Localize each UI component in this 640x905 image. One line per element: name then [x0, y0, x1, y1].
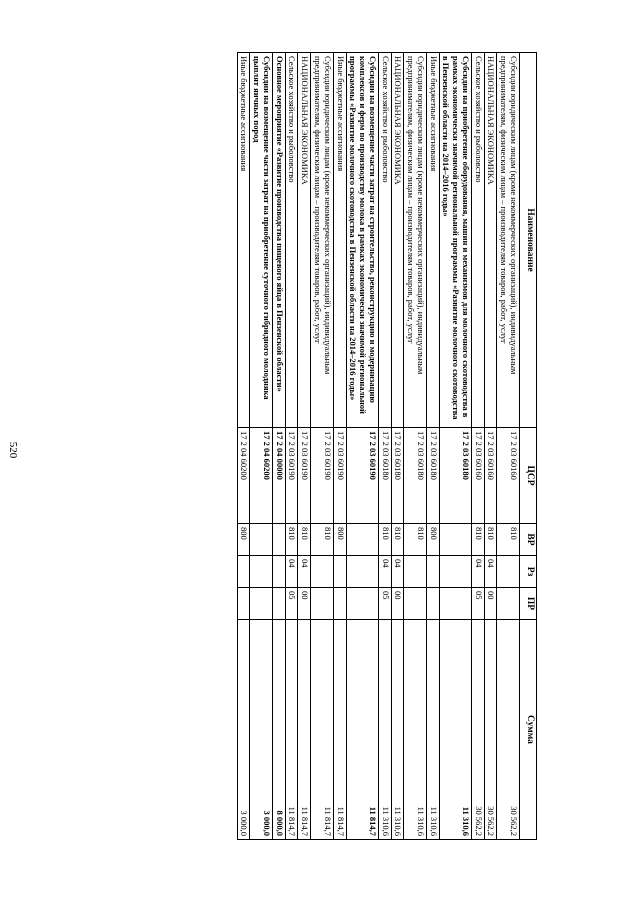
cell-sum: 11 814,7	[333, 620, 346, 840]
header-pr: ПР	[520, 588, 537, 620]
cell-pr: 05	[378, 588, 391, 620]
cell-rz	[272, 556, 285, 588]
cell-vr: 810	[378, 524, 391, 556]
cell-csr: 17 2 03 60180	[439, 428, 471, 524]
cell-name: Иные бюджетные ассигнования	[237, 53, 250, 428]
cell-pr	[272, 588, 285, 620]
cell-name: Субсидии на возмещение части затрат на строительство, реконструкцию и модернизацию комплексов и ферм по производству молока в рамках экономически значимой региональной программы «Развитие молочного скотоводства в Пензенской области на 2014–2016 годы»	[346, 53, 378, 428]
cell-rz: 04	[484, 556, 497, 588]
cell-vr: 810	[285, 524, 298, 556]
cell-csr: 17 2 04 60200	[250, 428, 273, 524]
cell-rz	[426, 556, 439, 588]
table-row	[426, 53, 439, 840]
header-csr: ЦСР	[520, 428, 537, 524]
cell-vr: 800	[237, 524, 250, 556]
cell-vr: 810	[311, 524, 334, 556]
cell-sum: 3 000,0	[237, 620, 250, 840]
cell-sum: 11 310,6	[426, 620, 439, 840]
cell-pr: 00	[484, 588, 497, 620]
cell-sum: 11 814,7	[298, 620, 311, 840]
cell-sum: 11 814,7	[285, 620, 298, 840]
table-row	[484, 53, 497, 840]
cell-csr: 17 2 03 60180	[378, 428, 391, 524]
cell-name: Сельское хозяйство и рыболовство	[285, 53, 298, 428]
cell-rz	[311, 556, 334, 588]
cell-rz	[333, 556, 346, 588]
header-sum: Сумма	[520, 620, 537, 840]
cell-vr: 800	[333, 524, 346, 556]
cell-rz: 04	[285, 556, 298, 588]
cell-pr: 05	[285, 588, 298, 620]
cell-pr: 05	[471, 588, 484, 620]
cell-csr: 17 2 03 60160	[484, 428, 497, 524]
cell-name: НАЦИОНАЛЬНАЯ ЭКОНОМИКА	[484, 53, 497, 428]
cell-sum: 8 000,0	[272, 620, 285, 840]
table-row	[272, 53, 285, 840]
cell-sum: 11 310,6	[391, 620, 404, 840]
cell-sum: 11 814,7	[311, 620, 334, 840]
cell-pr	[497, 588, 520, 620]
cell-csr: 17 2 03 60190	[311, 428, 334, 524]
cell-pr	[426, 588, 439, 620]
table-row	[391, 53, 404, 840]
cell-pr	[311, 588, 334, 620]
table-row	[404, 53, 427, 840]
cell-rz: 04	[391, 556, 404, 588]
cell-vr	[250, 524, 273, 556]
cell-vr: 800	[426, 524, 439, 556]
cell-vr	[272, 524, 285, 556]
budget-table	[237, 52, 537, 840]
header-vr: ВР	[520, 524, 537, 556]
cell-csr: 17 2 03 60180	[391, 428, 404, 524]
cell-csr: 17 2 04 00000	[272, 428, 285, 524]
cell-vr: 810	[497, 524, 520, 556]
cell-name: Субсидии юридическим лицам (кроме некоммерческих организаций), индивидуальным предпринимателям, физическим лицам – производителям товаров, работ, услуг	[404, 53, 427, 428]
cell-sum: 3 000,0	[250, 620, 273, 840]
page-number: 520	[7, 441, 19, 459]
cell-rz: 04	[378, 556, 391, 588]
table-row	[471, 53, 484, 840]
cell-rz	[250, 556, 273, 588]
cell-csr: 17 2 03 60160	[471, 428, 484, 524]
cell-sum: 11 310,6	[378, 620, 391, 840]
cell-name: Сельское хозяйство и рыболовство	[378, 53, 391, 428]
cell-vr: 810	[298, 524, 311, 556]
cell-vr: 810	[404, 524, 427, 556]
cell-rz	[497, 556, 520, 588]
cell-sum: 11 814,7	[346, 620, 378, 840]
table-row	[298, 53, 311, 840]
table-row	[250, 53, 273, 840]
cell-csr: 17 2 03 60190	[285, 428, 298, 524]
cell-name: Основное мероприятие «Развитие производства пищевого яйца в Пензенской области»	[272, 53, 285, 428]
cell-vr: 810	[471, 524, 484, 556]
table-header-row	[520, 53, 537, 840]
table-row	[346, 53, 378, 840]
cell-csr: 17 2 03 60180	[426, 428, 439, 524]
cell-sum: 11 310,6	[404, 620, 427, 840]
cell-name: Иные бюджетные ассигнования	[333, 53, 346, 428]
cell-vr: 810	[391, 524, 404, 556]
table-row	[237, 53, 250, 840]
cell-vr: 810	[484, 524, 497, 556]
cell-rz: 04	[471, 556, 484, 588]
cell-rz: 04	[298, 556, 311, 588]
cell-pr	[439, 588, 471, 620]
cell-sum: 30 562,2	[471, 620, 484, 840]
table-row	[497, 53, 520, 840]
cell-csr: 17 2 03 60190	[346, 428, 378, 524]
cell-rz	[237, 556, 250, 588]
cell-rz	[346, 556, 378, 588]
table-row	[311, 53, 334, 840]
cell-sum: 11 310,6	[439, 620, 471, 840]
cell-name: Субсидии на возмещение части затрат на приобретение суточного гибридного молодняка цыплят яичных пород	[250, 53, 273, 428]
table-row	[333, 53, 346, 840]
cell-pr	[346, 588, 378, 620]
cell-sum: 30 562,2	[484, 620, 497, 840]
table-row	[378, 53, 391, 840]
cell-rz	[439, 556, 471, 588]
cell-name: Иные бюджетные ассигнования	[426, 53, 439, 428]
cell-pr	[237, 588, 250, 620]
cell-pr	[333, 588, 346, 620]
cell-csr: 17 2 04 60200	[237, 428, 250, 524]
cell-pr: 00	[298, 588, 311, 620]
cell-csr: 17 2 03 60190	[298, 428, 311, 524]
table-row	[439, 53, 471, 840]
table-row	[285, 53, 298, 840]
cell-csr: 17 2 03 60160	[497, 428, 520, 524]
header-rz: Рз	[520, 556, 537, 588]
cell-rz	[404, 556, 427, 588]
cell-pr: 00	[391, 588, 404, 620]
cell-pr	[250, 588, 273, 620]
cell-name: НАЦИОНАЛЬНАЯ ЭКОНОМИКА	[298, 53, 311, 428]
cell-name: Сельское хозяйство и рыболовство	[471, 53, 484, 428]
cell-pr	[404, 588, 427, 620]
cell-csr: 17 2 03 60190	[333, 428, 346, 524]
header-name: Наименование	[520, 53, 537, 428]
cell-name: Субсидии на приобретение оборудования, машин и механизмов для молочного скотоводства в рамках экономически значимой региональной программы «Развитие молочного скотоводства в Пензенской области на 2014–2016 годы»	[439, 53, 471, 428]
rotated-table-container	[86, 52, 537, 839]
cell-csr: 17 2 03 60180	[404, 428, 427, 524]
cell-name: НАЦИОНАЛЬНАЯ ЭКОНОМИКА	[391, 53, 404, 428]
cell-name: Субсидии юридическим лицам (кроме некоммерческих организаций), индивидуальным предпринимателям, физическим лицам – производителям товаров, работ, услуг	[311, 53, 334, 428]
cell-vr	[346, 524, 378, 556]
cell-name: Субсидии юридическим лицам (кроме некоммерческих организаций), индивидуальным предпринимателям, физическим лицам – производителям товаров, работ, услуг	[497, 53, 520, 428]
cell-vr	[439, 524, 471, 556]
cell-sum: 30 562,2	[497, 620, 520, 840]
table-body	[237, 53, 519, 840]
